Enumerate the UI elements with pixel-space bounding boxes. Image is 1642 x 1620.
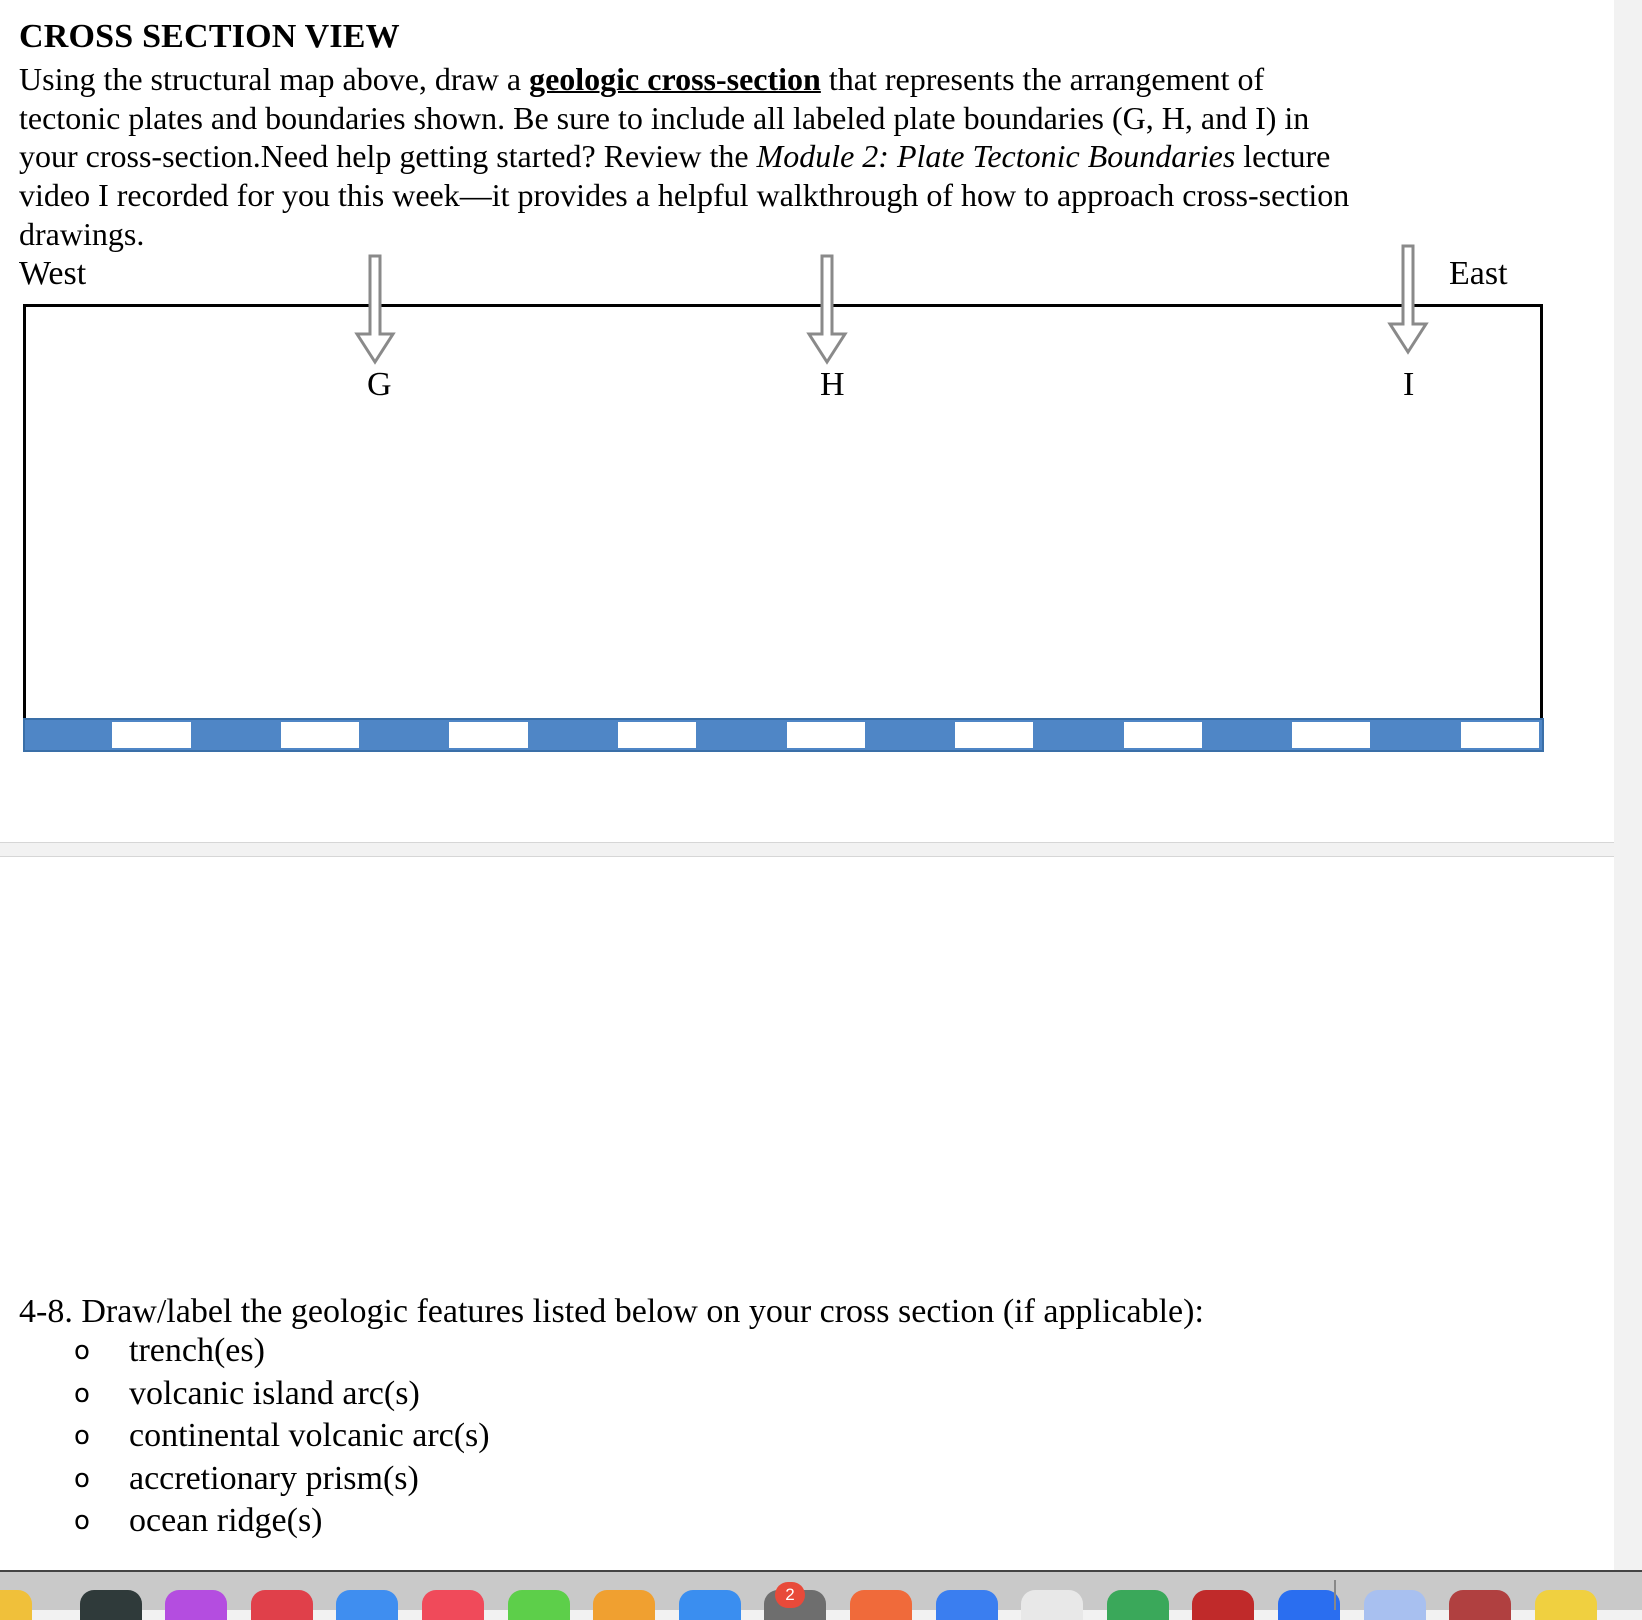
- dock-app-icon[interactable]: [165, 1590, 227, 1620]
- dock-app-icon[interactable]: [1192, 1590, 1254, 1620]
- dock-app-icon[interactable]: [936, 1590, 998, 1620]
- dock-app-icon[interactable]: [1449, 1590, 1511, 1620]
- dock-app-icon[interactable]: [1278, 1590, 1340, 1620]
- notification-badge: 2: [775, 1582, 805, 1608]
- scale-bar-segment: [1124, 722, 1202, 748]
- bullet-icon: o: [74, 1336, 90, 1366]
- dock-app-icon[interactable]: [80, 1590, 142, 1620]
- feature-accretionary-prism: accretionary prism(s): [129, 1459, 419, 1497]
- dock-app-icon[interactable]: [508, 1590, 570, 1620]
- dock-separator: [1334, 1580, 1336, 1610]
- bullet-icon: o: [74, 1506, 90, 1536]
- boundary-h-label: H: [820, 366, 845, 403]
- dock-app-icon[interactable]: [1107, 1590, 1169, 1620]
- section-heading: CROSS SECTION VIEW: [19, 18, 400, 55]
- feature-continental-volcanic-arc: continental volcanic arc(s): [129, 1417, 490, 1454]
- instructions-paragraph: [19, 60, 1359, 254]
- dock-app-icon[interactable]: [850, 1590, 912, 1620]
- dock-app-icon[interactable]: [0, 1590, 32, 1620]
- dock: [0, 1570, 1642, 1610]
- feature-ocean-ridge: ocean ridge(s): [129, 1502, 323, 1539]
- boundary-i-label: I: [1403, 366, 1415, 403]
- scale-bar-segment: [112, 722, 190, 748]
- dock-app-icon[interactable]: [679, 1590, 741, 1620]
- question-4-8-prompt: 4-8. Draw/label the geologic features listed below on your cross section (if applicable):: [19, 1293, 1204, 1330]
- dock-app-icon[interactable]: [593, 1590, 655, 1620]
- dock-app-icon[interactable]: [1364, 1590, 1426, 1620]
- module-title: Module 2: Plate Tectonic Boundaries: [756, 138, 1236, 175]
- intro-text-3: lecture video I recorded for you this week—it provides a helpful walkthrough of how to approach cross-section drawings.: [19, 138, 1350, 252]
- scale-bar-segment: [1292, 722, 1370, 748]
- scale-bar-segment: [787, 722, 865, 748]
- east-label: East: [1449, 255, 1508, 292]
- dock-app-icon[interactable]: [1535, 1590, 1597, 1620]
- boundary-g-arrow-icon: [353, 254, 397, 366]
- bullet-icon: o: [74, 1378, 90, 1409]
- intro-text-2: that represents the arrangement of tectonic plates and boundaries shown. Be sure to include all labeled plate boundaries (G, H, and I) in your cross-section.Need help getting started? Review the: [19, 61, 1310, 175]
- feature-trench: trench(es): [129, 1332, 265, 1369]
- feature-volcanic-island-arc: volcanic island arc(s): [129, 1374, 420, 1412]
- dock-app-icon[interactable]: [251, 1590, 313, 1620]
- dock-app-icon[interactable]: [336, 1590, 398, 1620]
- boundary-i-arrow-icon: [1386, 244, 1430, 356]
- geologic-cross-section-emphasis: geologic cross-section: [529, 61, 821, 97]
- dock-app-icon[interactable]: [1021, 1590, 1083, 1620]
- intro-text-1: Using the structural map above, draw a: [19, 61, 530, 97]
- scale-bar-segment: [449, 722, 527, 748]
- boundary-h-arrow-icon: [805, 254, 849, 366]
- boundary-g-label: G: [367, 366, 392, 403]
- dock-app-icon[interactable]: [422, 1590, 484, 1620]
- bullet-icon: o: [74, 1421, 90, 1451]
- scale-bar-segment: [1461, 722, 1539, 748]
- bullet-icon: o: [74, 1463, 90, 1494]
- scale-bar-segment: [618, 722, 696, 748]
- cross-section-drawing-area[interactable]: [23, 304, 1543, 749]
- scale-bar-segment: [281, 722, 359, 748]
- scale-bar: [23, 718, 1544, 752]
- scale-bar-segment: [955, 722, 1033, 748]
- west-label: West: [19, 255, 87, 292]
